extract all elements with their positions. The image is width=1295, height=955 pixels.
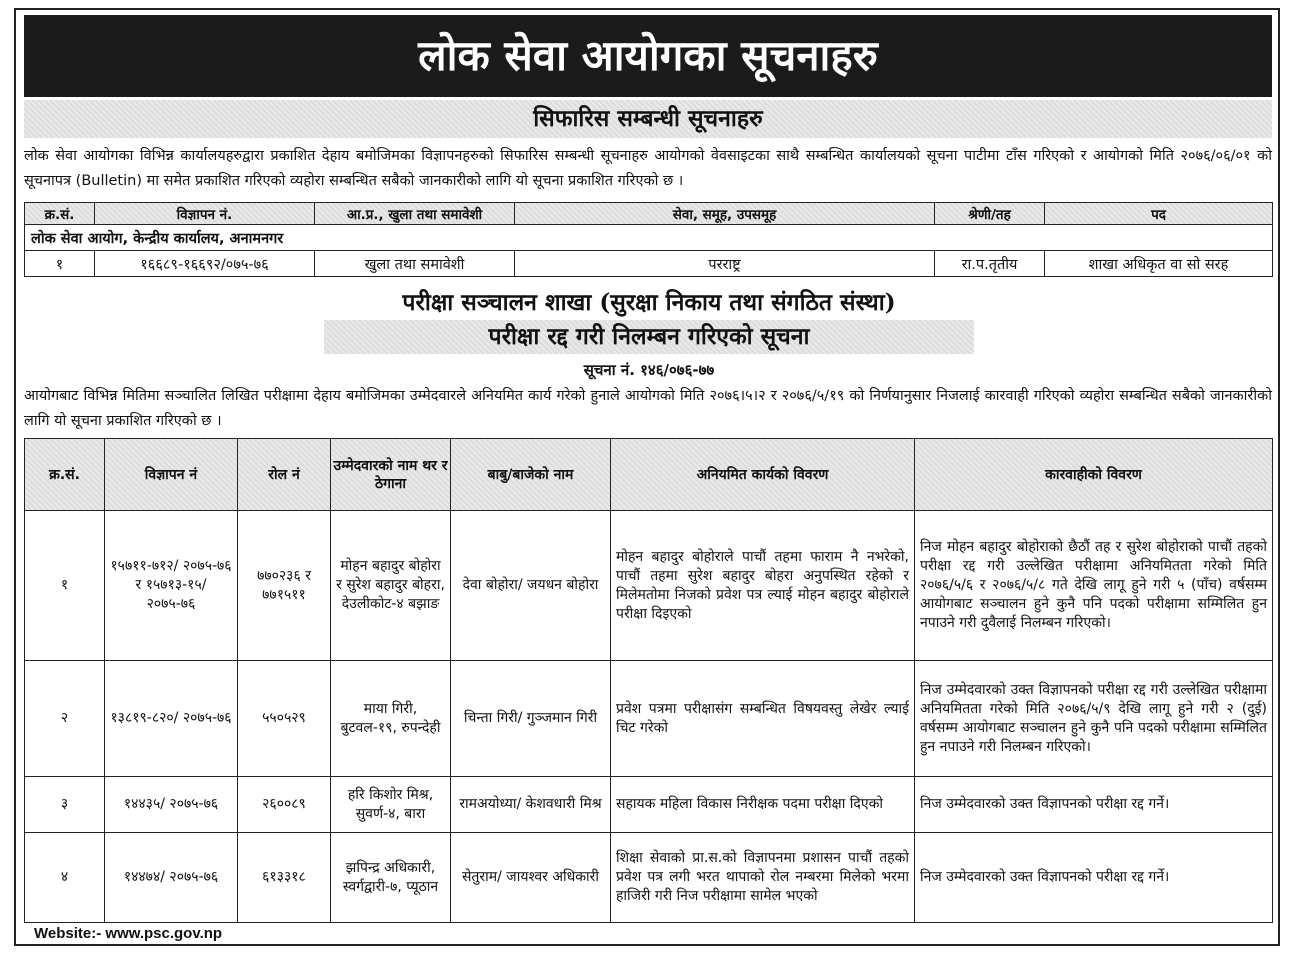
- cell-sn: १: [25, 251, 95, 277]
- cell-roll-no: ६१३३१८: [238, 833, 331, 923]
- cell-category: खुला तथा समावेशी: [315, 251, 515, 277]
- table-row: [25, 251, 1273, 277]
- column-header: कारवाहीको विवरण: [915, 439, 1273, 511]
- recommendation-table: [24, 202, 1273, 277]
- recommendation-heading: सिफारिस सम्बन्धी सूचनाहरु: [24, 100, 1272, 138]
- column-header: क्र.सं.: [25, 203, 95, 225]
- column-header: रोल नं: [238, 439, 331, 511]
- cell-sn: ३: [25, 777, 105, 833]
- cell-ad-no: १३८१९-८२०/ २०७५-७६: [105, 661, 238, 777]
- notice-number: सूचना नं. १४६/०७६-७७: [583, 361, 715, 379]
- cell-candidate: मोहन बहादुर बोहोरा र सुरेश बहादुर बोहरा, देउलीकोट-४ बझाङ: [331, 511, 451, 661]
- cell-service: परराष्ट्र: [515, 251, 935, 277]
- cell-sn: २: [25, 661, 105, 777]
- cell-candidate: झपिन्द्र अधिकारी, स्वर्गद्वारी-७, प्यूठान: [331, 833, 451, 923]
- cell-post: शाखा अधिकृत वा सो सरह: [1045, 251, 1273, 277]
- cell-irregularity: सहायक महिला विकास निरीक्षक पदमा परीक्षा दिएको: [611, 777, 915, 833]
- office-name: लोक सेवा आयोग, केन्द्रीय कार्यालय, अनामनगर: [25, 225, 1273, 251]
- notice-page: [14, 8, 1280, 946]
- cell-class: रा.प.तृतीय: [935, 251, 1045, 277]
- cell-sn: ४: [25, 833, 105, 923]
- cell-action: निज उम्मेदवारको उक्त विज्ञापनको परीक्षा रद्द गरी उल्लेखित परीक्षामा अनियमितता गरेको मिति २०७६/५/९ देखि लागू हुने गरी २ (दुई) वर्षसम्म आयोगबाट सञ्चालन हुने कुनै पनि पदको परीक्षामा सम्मिलित हुन नपाउने गरी निलम्बन गरिएको।: [915, 661, 1273, 777]
- cell-parent: चिन्ता गिरी/ गुञ्जमान गिरी: [451, 661, 611, 777]
- office-row: [25, 225, 1273, 251]
- cell-irregularity: शिक्षा सेवाको प्रा.स.को विज्ञापनमा प्रशासन पाचौं तहको प्रवेश पत्र लगी भरत थापाको रोल नम्बरमा मिलेको भरमा हाजिरी गरी निज परीक्षामा सामेल भएको: [611, 833, 915, 923]
- cell-candidate: हरि किशोर मिश्र, सुवर्ण-४, बारा: [331, 777, 451, 833]
- cell-ad-no: १५७११-७१२/ २०७५-७६ र १५७१३-१५/ २०७५-७६: [105, 511, 238, 661]
- cell-sn: १: [25, 511, 105, 661]
- suspension-notice-heading: परीक्षा रद्द गरी निलम्बन गरिएको सूचना: [324, 320, 974, 354]
- cell-ad-no: १४४३५/ २०७५-७६: [105, 777, 238, 833]
- exam-paragraph: आयोगबाट विभिन्न मितिमा सञ्चालित लिखित परीक्षामा देहाय बमोजिमका उम्मेदवारले अनियमित कार्य गरेको हुनाले आयोगको मिति २०७६।५।२ र २०७६/५/१९ को निर्णयानुसार निजलाई कारवाही गरिएको व्यहोरा सम्बन्धित सबैको जानकारीको लागि यो सूचना प्रकाशित गरिएको छ ।: [24, 388, 1272, 429]
- cell-action: निज उम्मेदवारको उक्त विज्ञापनको परीक्षा रद्द गर्ने।: [915, 777, 1273, 833]
- recommendation-paragraph: लोक सेवा आयोगका विभिन्न कार्यालयहरुद्वारा प्रकाशित देहाय बमोजिमका विज्ञापनहरुको सिफारिस सम्बन्धी सूचनाहरु आयोगको वेवसाइटका साथै सम्बन्धित कार्यालयको सूचना पाटीमा टाँस गरिएको र आयोगको मिति २०७६/०६/०१ को सूचनापत्र (Bulletin) मा समेत प्रकाशित गरिएको व्यहोरा सम्बन्धित सबैको जानकारीको लागि यो सूचना प्रकाशित गरिएको छ ।: [24, 148, 1272, 189]
- column-header: अनियमित कार्यको विवरण: [611, 439, 915, 511]
- banner-title: लोक सेवा आयोगका सूचनाहरु: [24, 15, 1272, 97]
- column-header: पद: [1045, 203, 1273, 225]
- column-header: श्रेणी/तह: [935, 203, 1045, 225]
- table-header-row: [25, 439, 1273, 511]
- column-header: विज्ञापन नं: [105, 439, 238, 511]
- table-header-row: [25, 203, 1273, 225]
- suspension-table: [24, 438, 1273, 923]
- cell-ad-no: १४४७४/ २०७५-७६: [105, 833, 238, 923]
- column-header: उम्मेदवारको नाम थर र ठेगाना: [331, 439, 451, 511]
- column-header: सेवा, समूह, उपसमूह: [515, 203, 935, 225]
- cell-roll-no: ७७०२३६ र ७७१५११: [238, 511, 331, 661]
- column-header: क्र.सं.: [25, 439, 105, 511]
- column-header: आ.प्र., खुला तथा समावेशी: [315, 203, 515, 225]
- table-row: [25, 833, 1273, 923]
- cell-action: निज उम्मेदवारको उक्त विज्ञापनको परीक्षा रद्द गर्ने।: [915, 833, 1273, 923]
- table-row: [25, 777, 1273, 833]
- cell-roll-no: ५५०५२९: [238, 661, 331, 777]
- cell-irregularity: मोहन बहादुर बोहोराले पाचौं तहमा फाराम नै नभरेको, पाचौं तहमा सुरेश बहादुर बोहरा अनुपस्थित रहेको र मिलेमतोमा निजको प्रवेश पत्र ल्याई मोहन बहादुर बोहोराले परीक्षा दिइएको: [611, 511, 915, 661]
- column-header: विज्ञापन नं.: [95, 203, 315, 225]
- cell-roll-no: २६००८९: [238, 777, 331, 833]
- website-link[interactable]: Website:- www.psc.gov.np: [34, 925, 223, 942]
- exam-section-heading: परीक्षा सञ्चालन शाखा (सुरक्षा निकाय तथा संगठित संस्था): [402, 289, 896, 316]
- column-header: बाबु/बाजेको नाम: [451, 439, 611, 511]
- cell-irregularity: प्रवेश पत्रमा परीक्षासंग सम्बन्धित विषयवस्तु लेखेर ल्याई चिट गरेको: [611, 661, 915, 777]
- cell-ad-no: १६६८९-१६६९२/०७५-७६: [95, 251, 315, 277]
- cell-action: निज मोहन बहादुर बोहोराको छैठौं तह र सुरेश बोहोराको पाचौं तहको परीक्षा रद्द गरी उल्लेखित परीक्षामा अनियमितता गरेको मिति २०७६/५/६ र २०७६/५/८ गते देखि लागू हुने गरी ५ (पाँच) वर्षसम्म आयोगबाट सञ्चालन हुने कुनै पनि पदको परीक्षामा सम्मिलित हुन नपाउने गरी दुवैलाई निलम्बन गरिएको।: [915, 511, 1273, 661]
- table-row: [25, 661, 1273, 777]
- cell-parent: रामअयोध्या/ केशवधारी मिश्र: [451, 777, 611, 833]
- table-row: [25, 511, 1273, 661]
- cell-parent: देवा बोहोरा/ जयधन बोहोरा: [451, 511, 611, 661]
- cell-parent: सेतुराम/ जायश्वर अधिकारी: [451, 833, 611, 923]
- cell-candidate: माया गिरी, बुटवल-१९, रुपन्देही: [331, 661, 451, 777]
